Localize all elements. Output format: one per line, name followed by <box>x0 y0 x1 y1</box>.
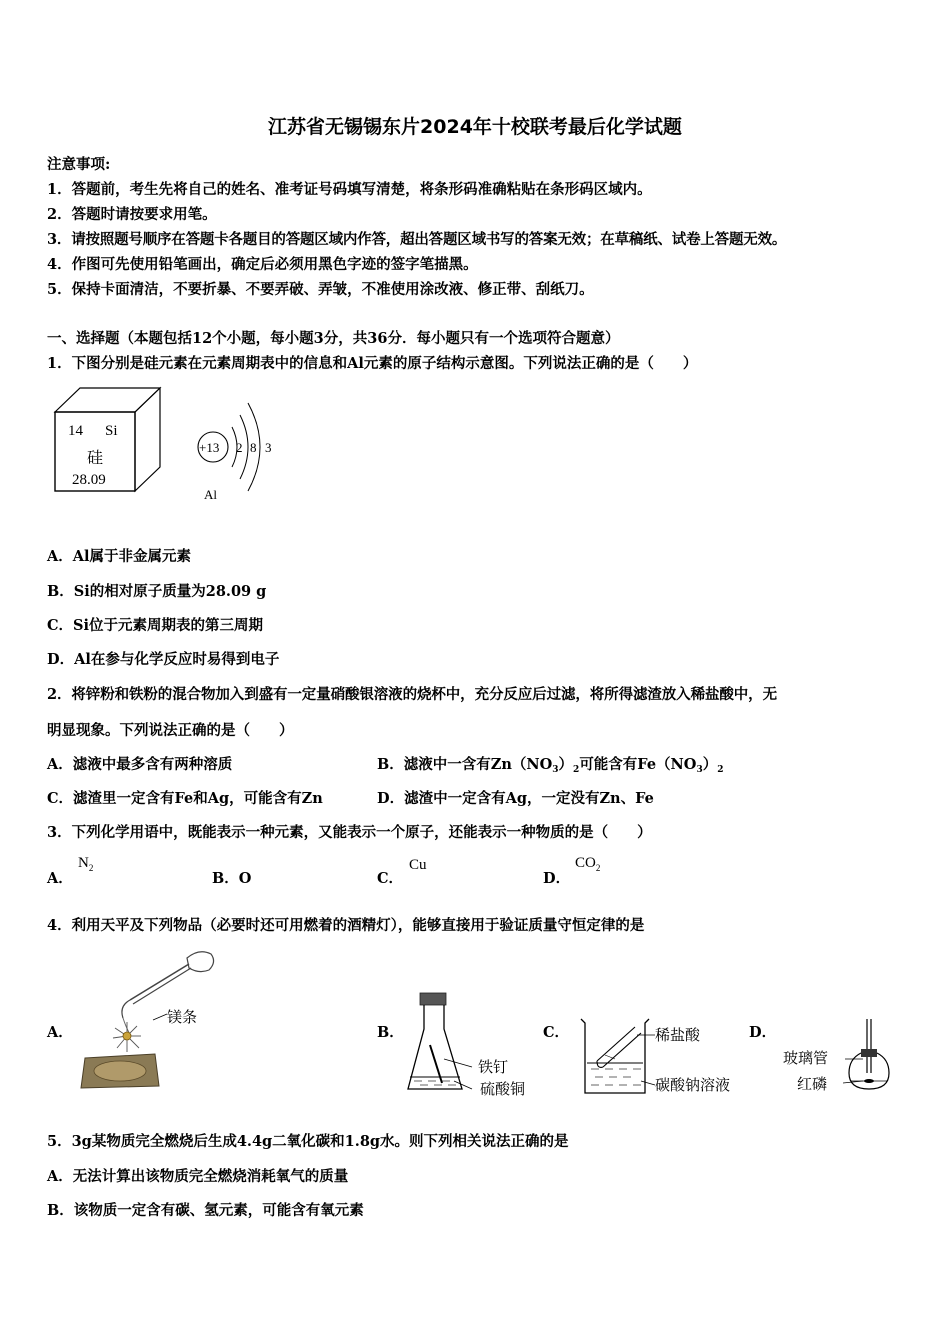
q5-stem: 5．3g某物质完全燃烧后生成4.4g二氧化碳和1.8g水。则下列相关说法正确的是 <box>47 1133 569 1150</box>
q2-option-b-text2: ） <box>558 756 574 773</box>
q3-option-c-formula: Cu <box>409 857 427 873</box>
q2-option-c: C．滤渣里一定含有Fe和Ag，可能含有Zn <box>47 790 323 807</box>
flask <box>849 1053 889 1089</box>
q3-option-a-symbol: N <box>78 855 89 871</box>
q2-option-b-sub1: 3 <box>552 765 559 775</box>
q5-option-a: A．无法计算出该物质完全燃烧消耗氧气的质量 <box>47 1168 349 1185</box>
q1-option-c: C．Si位于元素周期表的第三周期 <box>47 617 264 634</box>
q3-option-d-sub: 2 <box>595 863 601 873</box>
q1-stem: 1．下图分别是硅元素在元素周期表中的信息和Al元素的原子结构示意图。下列说法正确的是（ ） <box>47 355 698 372</box>
q4-option-b-label-cuso4: 硫酸铜 <box>480 1080 526 1098</box>
q2-option-b-sub3: 3 <box>696 765 703 775</box>
q4-option-d-label-phosphorus: 红磷 <box>797 1075 828 1093</box>
al-electrons-2: 8 <box>250 440 257 455</box>
q1-option-d: D．Al在参与化学反应时易得到电子 <box>47 651 280 668</box>
q2-option-b <box>377 753 723 775</box>
notice-item-4: 4．作图可先使用铅笔画出，确定后必须用黑色字迹的签字笔描黑。 <box>47 256 478 273</box>
test-tube <box>597 1027 641 1067</box>
q4-option-c-label: C． <box>543 1024 570 1041</box>
q4-option-c-label-hcl: 稀盐酸 <box>655 1026 701 1044</box>
si-symbol: Si <box>105 423 118 439</box>
q4-option-d-label: D． <box>749 1024 777 1041</box>
al-label: Al <box>204 487 217 502</box>
si-mass: 28.09 <box>72 472 106 488</box>
q4-option-a-label: A． <box>47 1024 73 1041</box>
conical-flask <box>408 1005 462 1089</box>
q3-option-a-label: A． <box>47 870 73 887</box>
q2-stem-line1: 2．将锌粉和铁粉的混合物加入到盛有一定量硝酸银溶液的烧杯中，充分反应后过滤，将所得滤渣放入稀盐酸中，无 <box>47 686 777 703</box>
q3-stem: 3．下列化学用语中，既能表示一种元素，又能表示一个原子，还能表示一种物质的是（ ） <box>47 824 652 841</box>
notice-item-5: 5．保持卡面清洁，不要折暴、不要弄破、弄皱，不准使用涂改液、修正带、刮纸刀。 <box>47 281 594 298</box>
al-nucleus-charge: +13 <box>199 440 220 455</box>
q1-option-b: B．Si的相对原子质量为28.09 g <box>47 583 267 600</box>
q4-option-a-label-mg: 镁条 <box>167 1008 198 1026</box>
q3-option-a-formula <box>78 855 93 873</box>
q2-option-b-text1: B．滤液中一含有Zn（NO <box>377 756 553 773</box>
stopper <box>420 993 446 1005</box>
al-electrons-3: 3 <box>265 440 272 455</box>
q4-option-c-label-na2co3: 碳酸钠溶液 <box>655 1076 731 1094</box>
q2-option-b-text4: ） <box>702 756 718 773</box>
al-atom-diagram <box>198 403 272 502</box>
notice-item-2: 2．答题时请按要求用笔。 <box>47 206 217 223</box>
si-name: 硅 <box>87 448 104 467</box>
q3-option-b: B．O <box>212 870 252 887</box>
q3-option-d-formula <box>575 855 600 873</box>
notice-item-1: 1．答题前，考生先将自己的姓名、准考证号码填写清楚，将条形码准确粘贴在条形码区域内。 <box>47 181 652 198</box>
section-heading: 一、选择题（本题包括12个小题，每小题3分，共36分．每小题只有一个选项符合题意） <box>47 330 620 347</box>
q4-option-b-figure <box>400 985 550 1100</box>
q5-option-b: B．该物质一定含有碳、氢元素，可能含有氧元素 <box>47 1202 364 1219</box>
page-title: 江苏省无锡锡东片2024年十校联考最后化学试题 <box>268 116 682 138</box>
stopper <box>861 1049 877 1057</box>
q4-stem: 4．利用天平及下列物品（必要时还可用燃着的酒精灯），能够直接用于验证质量守恒定律的是 <box>47 917 645 934</box>
notice-heading: 注意事项: <box>47 156 111 173</box>
red-phosphorus <box>864 1079 874 1083</box>
q3-option-a-sub: 2 <box>88 863 94 873</box>
si-element-box <box>55 388 160 491</box>
q4-option-b-label: B． <box>377 1024 404 1041</box>
q2-option-b-sub4: 2 <box>717 765 724 775</box>
q4-option-a-figure <box>75 940 235 1090</box>
q2-stem-line2: 明显现象。下列说法正确的是（ ） <box>47 722 294 739</box>
q2-option-b-sub2: 2 <box>573 765 580 775</box>
notice-item-3: 3．请按照题号顺序在答题卡各题目的答题区域内作答，超出答题区域书写的答案无效；在草稿纸、试卷上答题无效。 <box>47 231 787 248</box>
q1-option-a: A．Al属于非金属元素 <box>47 548 192 565</box>
q3-option-d-label: D． <box>543 870 571 887</box>
al-electrons-1: 2 <box>236 440 243 455</box>
q4-option-d-figure <box>775 1015 905 1100</box>
q1-figure <box>50 385 290 510</box>
q4-option-b-label-nail: 铁钉 <box>478 1058 509 1076</box>
q2-option-a: A．滤液中最多含有两种溶质 <box>47 756 233 773</box>
q4-option-d-label-tube: 玻璃管 <box>783 1049 829 1067</box>
si-atomic-number: 14 <box>68 423 83 439</box>
q2-option-d: D．滤渣中一定含有Ag，一定没有Zn、Fe <box>377 790 654 807</box>
q3-option-c-label: C． <box>377 870 404 887</box>
q4-option-c-figure <box>575 1015 750 1100</box>
q3-option-d-symbol: CO <box>575 855 596 871</box>
q2-option-b-text3: 可能含有Fe（NO <box>579 756 697 773</box>
